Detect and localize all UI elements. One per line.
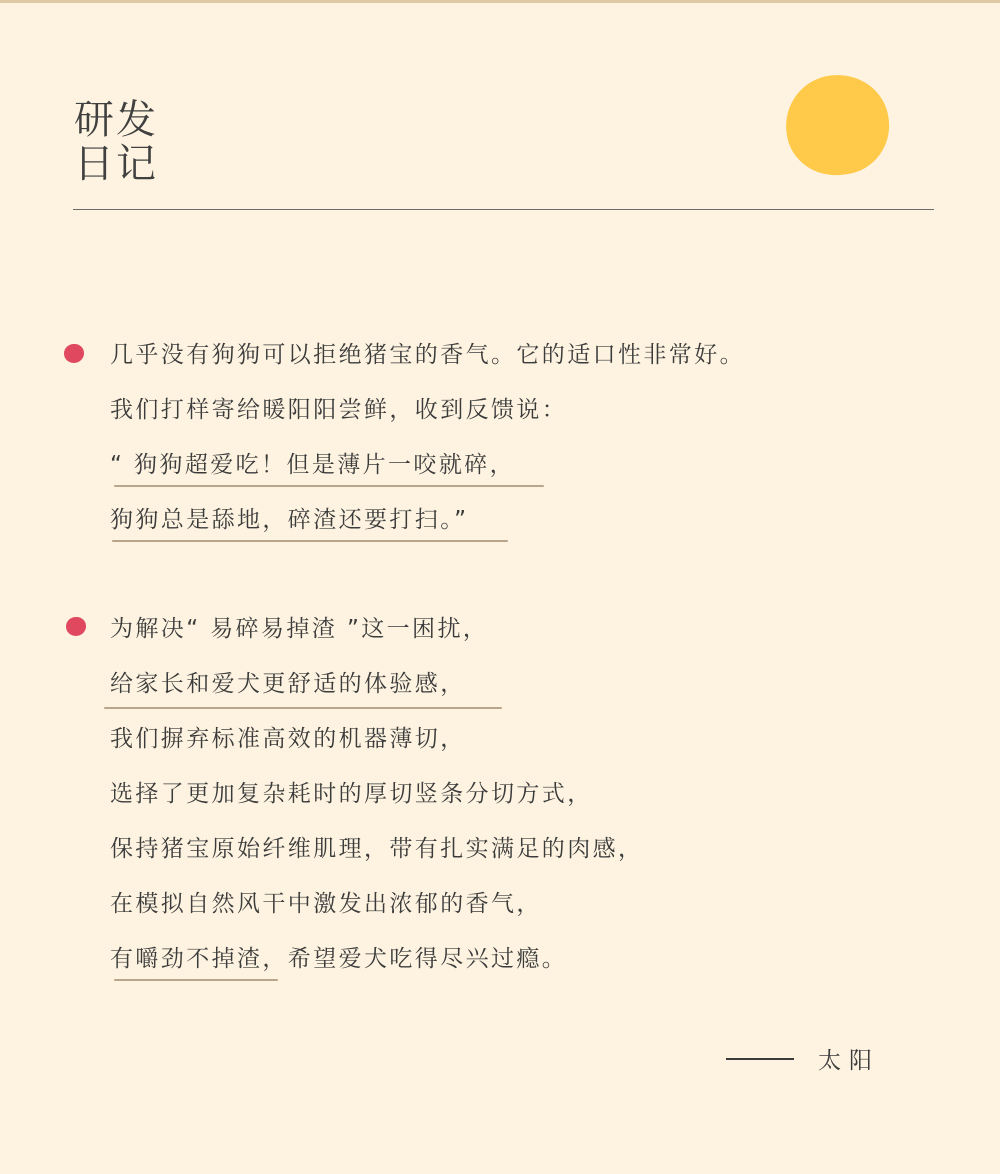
paragraph-line: 保持猪宝原始纤维肌理，带有扎实满足的肉感， bbox=[110, 836, 644, 862]
bullet-dot-2 bbox=[66, 617, 86, 636]
paragraph-line: “ 狗狗超爱吃！但是薄片一咬就碎， bbox=[110, 452, 516, 478]
underline-decoration bbox=[114, 485, 544, 487]
paragraph-line: 选择了更加复杂耗时的厚切竖条分切方式， bbox=[110, 781, 593, 807]
paragraph-line: 有嚼劲不掉渣，希望爱犬吃得尽兴过瘾。 bbox=[110, 946, 568, 972]
paragraph-line: 我们摒弃标准高效的机器薄切， bbox=[110, 726, 466, 752]
paragraph-line: 几乎没有狗狗可以拒绝猪宝的香气。它的适口性非常好。 bbox=[110, 342, 745, 368]
title-line-1: 研发 bbox=[74, 97, 158, 143]
signature-name: 太阳 bbox=[818, 1048, 880, 1074]
signature-dash bbox=[726, 1058, 794, 1060]
page-title bbox=[74, 98, 158, 186]
paragraph-line: 我们打样寄给暖阳阳尝鲜，收到反馈说： bbox=[110, 397, 568, 423]
paragraph-line: 狗狗总是舔地，碎渣还要打扫。” bbox=[110, 507, 469, 533]
signature bbox=[726, 1046, 880, 1076]
paragraph-line: 为解决“ 易碎易掉渣 ”这一困扰， bbox=[110, 616, 489, 642]
sun-icon bbox=[780, 68, 896, 181]
bullet-dot-1 bbox=[64, 344, 84, 363]
title-line-2: 日记 bbox=[74, 141, 158, 187]
paragraph-line: 在模拟自然风干中激发出浓郁的香气， bbox=[110, 891, 542, 917]
paragraph-line: 给家长和爱犬更舒适的体验感， bbox=[110, 671, 466, 697]
underline-decoration bbox=[104, 707, 502, 709]
underline-decoration bbox=[112, 540, 508, 542]
header-divider bbox=[73, 209, 934, 210]
underline-decoration bbox=[114, 979, 278, 981]
top-border bbox=[0, 0, 1000, 3]
